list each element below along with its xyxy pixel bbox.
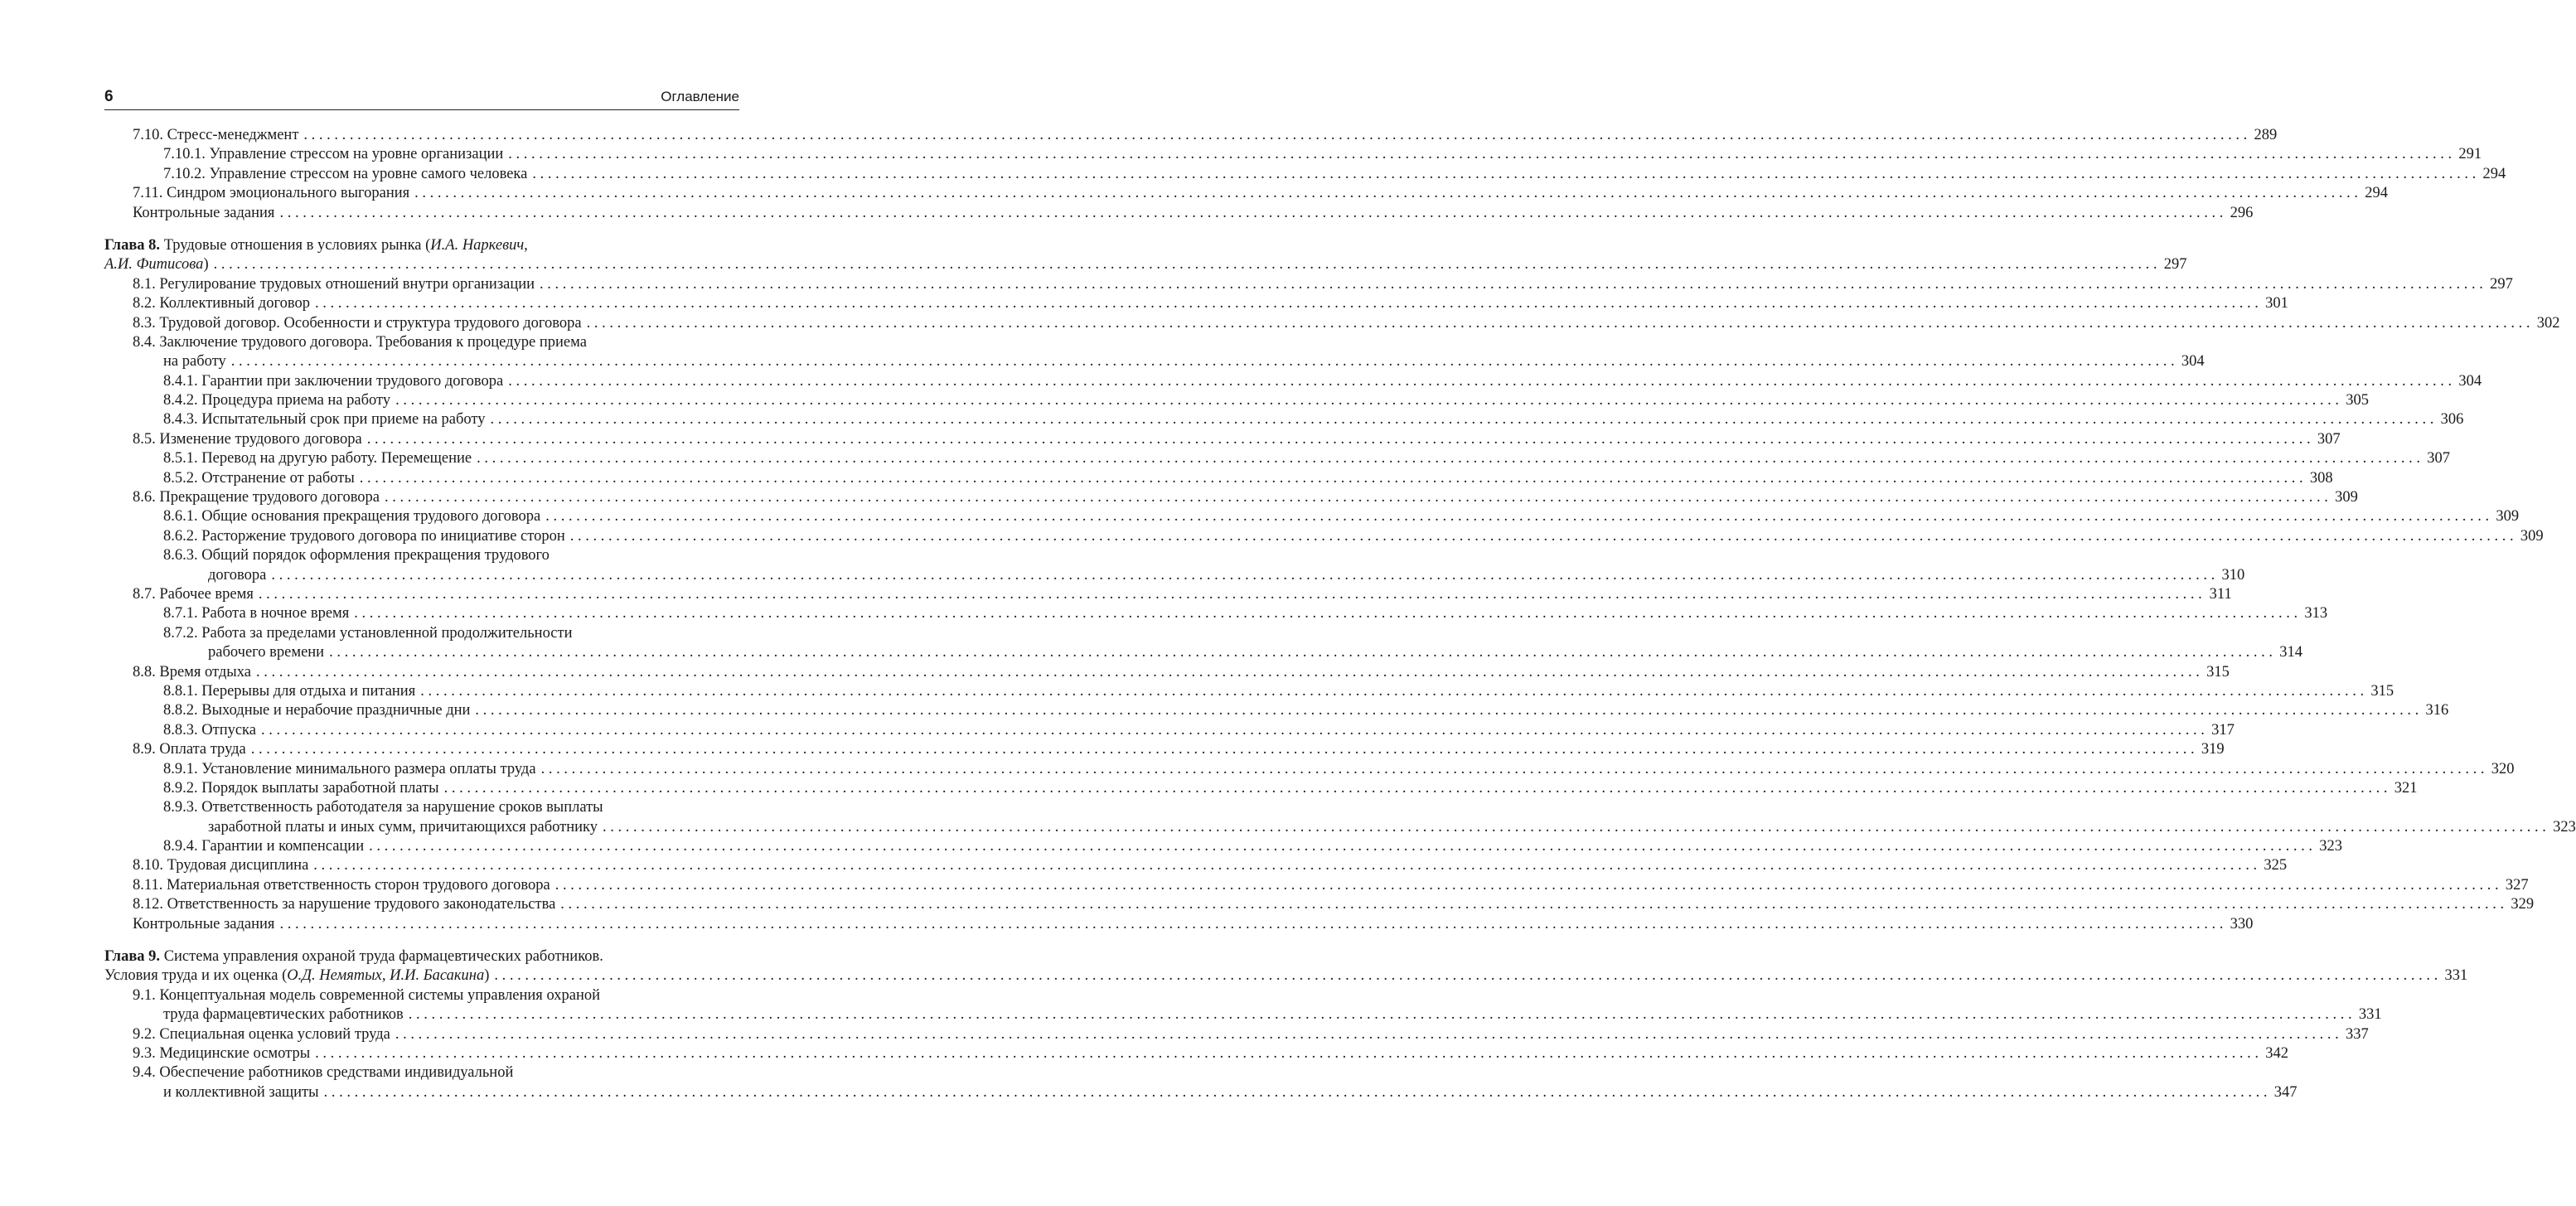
dot-leader [319,1083,2268,1102]
toc-entry-page: 309 [2335,489,2358,506]
toc-entry-title: 9.1. Концептуальная модель современной системы управления охраной [133,986,600,1004]
toc-entry-title: на работу [163,353,226,371]
dot-leader [349,604,2298,623]
dot-leader [310,294,2259,313]
toc-entry-title: 8.5.2. Отстранение от работы [163,469,355,487]
dot-leader [503,372,2452,391]
toc-entry[interactable] [104,430,2341,449]
toc-entry-page: 307 [2427,450,2450,467]
chapter-label: Глава 8. [104,236,161,254]
dot-leader [404,1005,2352,1024]
toc-entry-page: 307 [2317,430,2341,448]
toc-entry[interactable] [104,818,2576,837]
toc-entry[interactable] [104,701,2449,720]
toc-entry-page: 291 [2458,146,2482,163]
toc-entry-title: 7.11. Синдром эмоционального выгорания [133,185,410,202]
dot-leader [470,701,2419,720]
toc-entry-title: и коллективной защиты [163,1083,319,1101]
chapter-authors: А.И. Фитисова [104,256,204,274]
dot-leader [310,1044,2259,1063]
toc-entry-title: 8.8.3. Отпуска [163,721,256,739]
toc-entry[interactable] [104,643,2302,662]
toc-entry[interactable] [104,876,2529,895]
toc-entry-title: заработной платы и иных сумм, причитающихся работнику [208,818,598,835]
toc-entry[interactable] [104,1083,2298,1102]
toc-entry-page: 294 [2482,165,2506,182]
dot-leader [274,204,2223,223]
running-title: Оглавление [661,89,739,104]
toc-entry[interactable] [104,682,2394,701]
dot-leader [536,760,2485,779]
toc-entry-title: 7.10. Стресс-менеджмент [133,127,299,143]
dot-leader [535,275,2483,294]
chapter-name-tail: ) [484,967,490,985]
toc-entry[interactable] [104,294,2288,313]
toc-entry[interactable] [104,184,2389,203]
toc-entry-title: 8.1. Регулирование трудовых отношений внутри организации [133,275,535,293]
toc-entry-title: 8.3. Трудовой договор. Особенности и структура трудового договора [133,314,582,332]
toc-entry[interactable] [104,624,739,643]
toc-entry[interactable] [104,204,2254,223]
toc-entry[interactable] [104,604,2328,623]
toc-entry-title: 8.4.3. Испытательный срок при приеме на работу [163,411,486,429]
toc-entry-page: 315 [2206,663,2230,680]
toc-entry[interactable] [104,837,2342,856]
toc-entry[interactable] [104,546,739,565]
toc-entry-page: 301 [2265,295,2288,312]
toc-entry-title: 8.5.1. Перевод на другую работу. Перемещение [163,450,472,467]
chapter-title-continued [104,966,489,986]
dot-leader [486,410,2434,429]
dot-leader [362,430,2311,449]
toc-entry-title: 8.8.1. Перерывы для отдыха и питания [163,682,416,700]
toc-entry-title: рабочего времени [208,644,325,661]
dot-leader [380,488,2328,507]
toc-entry-page: 297 [2490,275,2513,293]
toc-entry[interactable] [104,721,2235,740]
chapter-name: Условия труда и их оценка ( [104,967,288,985]
toc-entry-page: 342 [2265,1044,2288,1062]
toc-entry-page: 327 [2505,876,2529,894]
dot-leader [550,876,2499,895]
toc-entry-page: 321 [2394,779,2418,797]
toc-entry[interactable] [104,1063,739,1082]
chapter-title [104,947,603,966]
toc-entry[interactable] [104,527,2544,546]
dot-leader [439,779,2388,798]
toc-entry[interactable] [104,1044,2288,1063]
dot-leader [489,966,2438,986]
toc-entry-title: Контрольные задания [133,204,275,221]
dot-leader [555,895,2504,914]
page-header [104,86,739,110]
toc-entry-page: 320 [2491,760,2515,777]
dot-leader [503,145,2452,164]
toc-entry-title: 8.9.1. Установление минимального размера оплаты труда [163,760,536,777]
toc-entry-title: 9.2. Специальная оценка условий труда [133,1025,390,1043]
toc-entry[interactable] [104,740,2225,759]
toc-entry[interactable] [104,798,739,817]
chapter-label: Глава 9. [104,948,161,966]
dot-leader [409,184,2358,203]
toc-entry-title: 8.6.1. Общие основания прекращения трудового договора [163,508,541,526]
toc-entry-title: 8.6.3. Общий порядок оформления прекращения трудового [163,547,550,564]
toc-entry[interactable] [104,986,739,1005]
toc-entry-page: 304 [2181,353,2205,371]
toc-entry-title: 8.7. Рабочее время [133,585,254,603]
toc-entry[interactable] [104,449,2450,468]
dot-leader [274,915,2223,934]
section-gap [104,223,739,236]
toc-entry-title: 9.4. Обеспечение работников средствами индивидуальной [133,1064,514,1082]
dot-leader [254,585,2202,604]
dot-leader [472,449,2420,468]
toc-entry-page: 330 [2230,915,2254,932]
dot-leader [256,721,2205,740]
toc-entry[interactable] [104,126,2278,145]
toc-entry-page: 309 [2520,527,2544,545]
toc-entry-page: 304 [2458,372,2482,390]
toc-entry[interactable] [104,469,2333,488]
toc-entry[interactable] [104,333,739,352]
dot-leader [251,663,2200,682]
toc-entry-title: 8.8.2. Выходные и нерабочие праздничные дни [163,702,471,719]
toc-entry-title: 7.10.1. Управление стрессом на уровне организации [163,146,504,163]
toc-entry-page: 325 [2264,857,2288,874]
toc-entry-title: 8.11. Материальная ответственность сторон трудового договора [133,876,550,894]
toc-entry[interactable] [104,663,2230,682]
chapter-name: Система управления охраной труда фармацевтических работников. [160,948,603,966]
toc-entry-title: 8.9.3. Ответственность работодателя за нарушение сроков выплаты [163,799,603,816]
toc-entry-title: 8.6. Прекращение трудового договора [133,489,380,506]
table-of-contents [104,126,2576,1102]
toc-entry-page: 310 [2221,566,2245,584]
toc-entry[interactable] [104,275,2513,294]
toc-entry-title: 8.9.2. Порядок выплаты заработной платы [163,779,439,797]
toc-entry-page: 331 [2444,967,2468,985]
dot-leader [390,1025,2339,1044]
toc-entry-title: 8.9. Оплата труда [133,741,246,758]
toc-entry-page: 337 [2345,1025,2369,1043]
toc-entry[interactable] [104,856,2288,875]
toc-entry-page: 305 [2346,392,2369,409]
toc-entry-page: 316 [2425,702,2449,719]
toc-entry-page: 317 [2211,721,2235,739]
toc-entry-title: 8.6.2. Расторжение трудового договора по инициативе сторон [163,527,565,545]
toc-entry-title: 8.4.2. Процедура приема на работу [163,392,391,409]
dot-leader [364,837,2312,856]
toc-entry-title: 7.10.2. Управление стрессом на уровне самого человека [163,165,528,182]
toc-entry-title: 8.7.1. Работа в ночное время [163,605,350,622]
chapter-title [104,236,528,255]
toc-entry-page: 308 [2309,469,2333,487]
dot-leader [226,352,2175,371]
toc-entry-page: 323 [2319,838,2342,855]
toc-entry-page: 331 [2358,1006,2382,1024]
dot-leader [582,314,2530,333]
toc-entry[interactable] [104,566,2245,585]
toc-entry[interactable] [104,314,2560,333]
toc-entry-page: 319 [2201,741,2225,758]
toc-entry[interactable] [104,391,2369,410]
chapter-name: ) [203,256,209,274]
toc-entry[interactable] [104,236,739,255]
dot-leader [246,740,2195,759]
dot-leader [540,507,2489,526]
toc-entry[interactable] [104,947,739,966]
dot-leader [527,165,2476,184]
toc-entry-page: 297 [2163,256,2187,274]
toc-entry-title: Контрольные задания [133,915,275,932]
chapter-title-continued [104,255,209,274]
page-number: 6 [104,88,114,105]
toc-entry[interactable] [104,352,2205,371]
toc-entry[interactable] [104,779,2418,798]
toc-entry-page: 347 [2273,1083,2298,1101]
section-gap [104,934,739,947]
toc-entry-title: договора [208,566,267,584]
dot-leader [355,469,2303,488]
dot-leader [209,255,2157,274]
dot-leader [390,391,2339,410]
toc-entry[interactable] [104,915,2254,934]
toc-entry-page: 315 [2370,682,2394,700]
toc-entry-title: 8.4. Заключение трудового договора. Требования к процедуре приема [133,333,587,351]
dot-leader [324,643,2273,662]
toc-entry-page: 309 [2496,508,2520,526]
dot-leader [565,527,2514,546]
dot-leader [266,566,2215,585]
chapter-authors: О.Д. Немятых, И.И. Басакина [287,967,485,985]
toc-entry[interactable] [104,585,2232,604]
toc-entry-page: 296 [2230,204,2254,221]
toc-entry-page: 311 [2209,585,2232,603]
toc-entry-title: 8.7.2. Работа за пределами установленной продолжительности [163,624,573,642]
toc-entry-page: 329 [2511,896,2535,913]
dot-leader [415,682,2364,701]
toc-entry-title: 8.10. Трудовая дисциплина [133,857,309,874]
toc-entry-page: 302 [2536,314,2560,332]
toc-entry-page: 313 [2304,605,2328,622]
toc-entry[interactable] [104,145,2482,164]
chapter-authors: И.А. Наркевич, [430,236,528,254]
toc-entry[interactable] [104,488,2358,507]
toc-entry-title: 8.2. Коллективный договор [133,295,310,312]
dot-leader [308,856,2257,875]
toc-entry-title: 8.4.1. Гарантии при заключении трудового договора [163,372,504,390]
toc-entry-title: 8.5. Изменение трудового договора [133,430,362,448]
toc-entry[interactable] [104,372,2482,391]
toc-entry[interactable] [104,1025,2369,1044]
toc-entry-title: 8.12. Ответственность за нарушение трудового законодательства [133,896,556,913]
toc-entry[interactable] [104,895,2535,914]
chapter-name: Трудовые отношения в условиях рынка ( [160,236,431,254]
toc-entry-page: 289 [2254,127,2278,143]
toc-entry-title: 9.3. Медицинские осмотры [133,1044,311,1062]
toc-entry[interactable] [104,507,2520,526]
dot-leader [298,126,2247,145]
toc-entry-title: 8.9.4. Гарантии и компенсации [163,838,365,855]
toc-entry[interactable] [104,1005,2382,1024]
toc-entry-title: труда фармацевтических работников [163,1006,404,1024]
toc-entry[interactable] [104,165,2506,184]
toc-entry-page: 294 [2365,185,2389,202]
toc-entry-page: 306 [2440,411,2464,429]
toc-entry[interactable] [104,760,2515,779]
toc-entry-page: 314 [2279,644,2302,661]
toc-entry-page: 323 [2553,818,2576,835]
dot-leader [598,818,2546,837]
toc-entry[interactable] [104,966,2468,986]
toc-entry[interactable] [104,410,2464,429]
toc-entry-title: 8.8. Время отдыха [133,663,251,680]
toc-entry[interactable] [104,255,2187,274]
